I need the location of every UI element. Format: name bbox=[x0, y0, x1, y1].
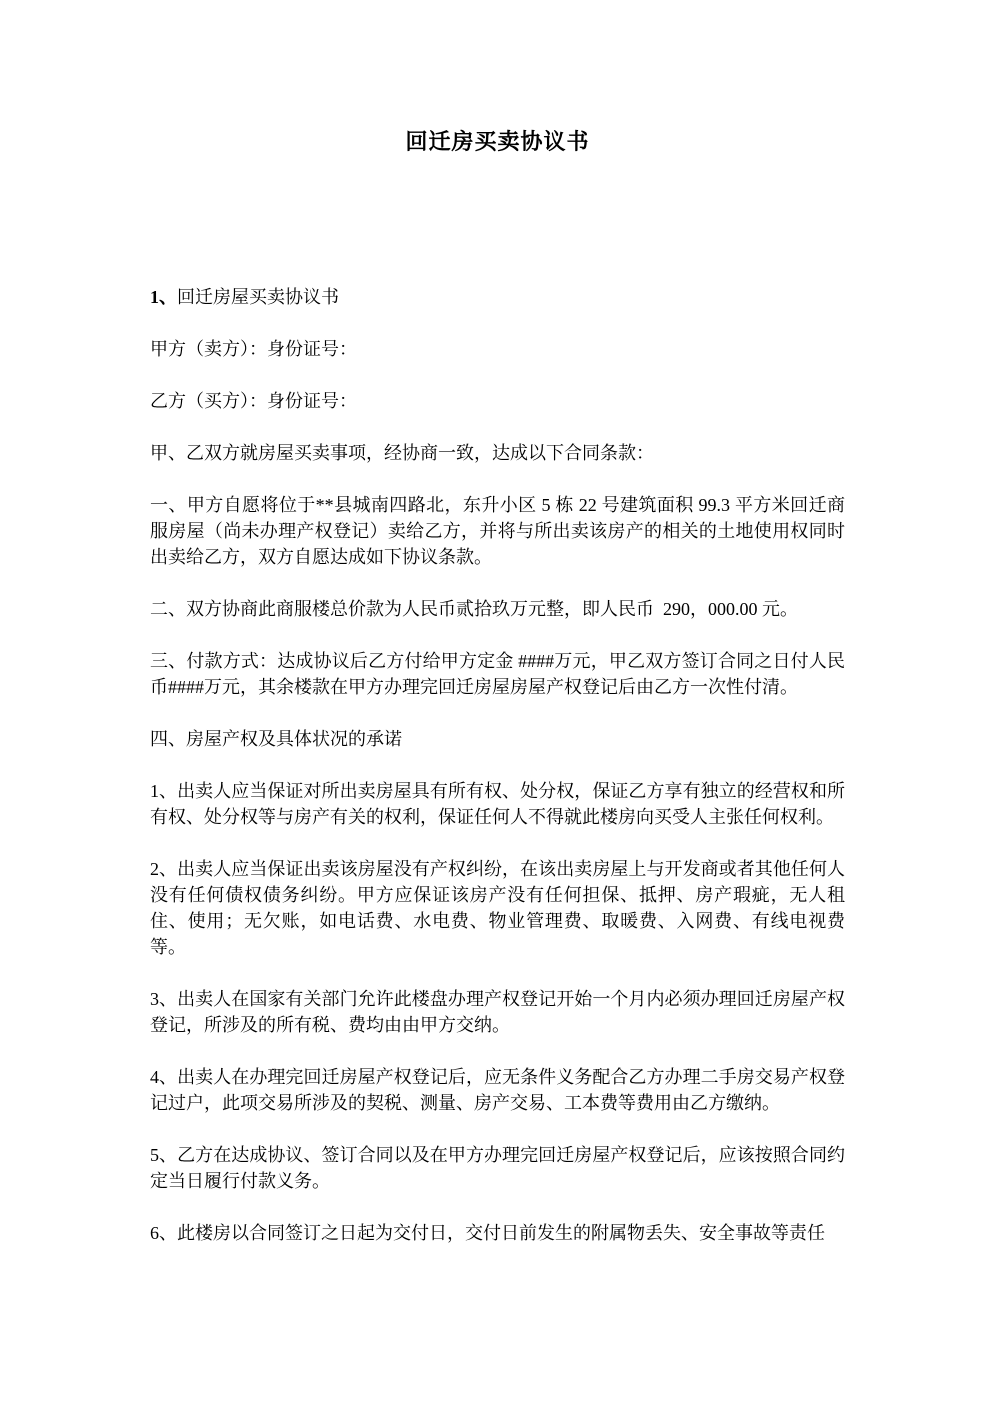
paragraph-clause-2: 二、双方协商此商服楼总价款为人民币贰拾玖万元整，即人民币 290，000.00 元。 bbox=[150, 599, 798, 619]
paragraph-clause-4-item-2: 2、出卖人应当保证出卖该房屋没有产权纠纷，在该出卖房屋上与开发商或者其他任何人没有任何债权债务纠纷。甲方应保证该房产没有任何担保、抵押、房产瑕疵，无人租住、使用；无欠账，如电话费、水电费、物业管理费、取暖费、入网费、有线电视费等。 bbox=[150, 859, 845, 957]
paragraph-clause-4-item-6: 6、此楼房以合同签订之日起为交付日，交付日前发生的附属物丢失、安全事故等责任 bbox=[150, 1223, 825, 1243]
paragraph-party-a: 甲方（卖方）：身份证号： bbox=[150, 339, 357, 359]
paragraph-clause-1: 一、甲方自愿将位于**县城南四路北，东升小区 5 栋 22 号建筑面积 99.3 平方米回迁商服房屋（尚未办理产权登记）卖给乙方，并将与所出卖该房产的相关的土地使用权同时出卖给乙方，双方自愿达成如下协议条款。 bbox=[150, 495, 845, 567]
list-heading-text: 回迁房屋买卖协议书 bbox=[177, 287, 339, 307]
paragraph-clause-4-item-4: 4、出卖人在办理完回迁房屋产权登记后，应无条件义务配合乙方办理二手房交易产权登记过户，此项交易所涉及的契税、测量、房产交易、工本费等费用由乙方缴纳。 bbox=[150, 1067, 845, 1113]
paragraph-party-b: 乙方（买方）：身份证号： bbox=[150, 391, 357, 411]
paragraph-clause-4-item-5: 5、乙方在达成协议、签订合同以及在甲方办理完回迁房屋产权登记后，应该按照合同约定当日履行付款义务。 bbox=[150, 1145, 845, 1191]
list-heading bbox=[150, 284, 845, 310]
paragraph-clause-4-item-1: 1、出卖人应当保证对所出卖房屋具有所有权、处分权，保证乙方享有独立的经营权和所有权、处分权等与房产有关的权利，保证任何人不得就此楼房向买受人主张任何权利。 bbox=[150, 781, 845, 827]
paragraph-clause-4-item-3: 3、出卖人在国家有关部门允许此楼盘办理产权登记开始一个月内必须办理回迁房屋产权登记，所涉及的所有税、费均由由甲方交纳。 bbox=[150, 989, 845, 1035]
paragraph-clause-3: 三、付款方式：达成协议后乙方付给甲方定金 ####万元，甲乙双方签订合同之日付人民币####万元，其余楼款在甲方办理完回迁房屋房屋产权登记后由乙方一次性付清。 bbox=[150, 651, 845, 697]
list-heading-number: 1、 bbox=[150, 287, 177, 307]
paragraph-clause-4-heading: 四、房屋产权及具体状况的承诺 bbox=[150, 729, 402, 749]
document-title: 回迁房买卖协议书 bbox=[405, 129, 590, 154]
paragraph-intro: 甲、乙双方就房屋买卖事项，经协商一致，达成以下合同条款： bbox=[150, 443, 654, 463]
